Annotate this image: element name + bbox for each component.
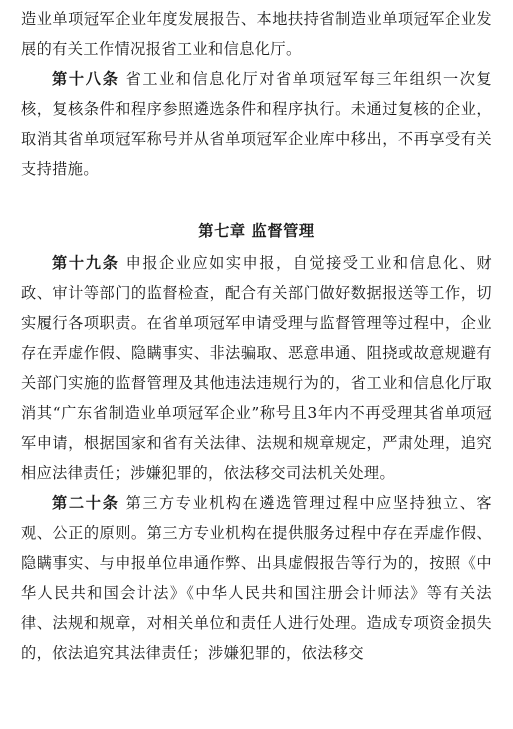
chapter-7-title: 第七章 监督管理 bbox=[198, 222, 315, 240]
article-19-text: 申报企业应如实申报，自觉接受工业和信息化、财政、审计等部门的监督检查，配合有关部门做好数据报送等工作，切实履行各项职责。在省单项冠军申请受理与监督管理等过程中，企业存在弄虚作假、隐瞒事实、非法骗取、恶意串通、阻挠或故意规避有关部门实施的监督管理及其他违法违规行为的，省工业和信息化厅取消其“广东省制造业单项冠军企业”称号且3年内不再受理其省单项冠军申请，根据国家和省有关法律、法规和规章规定，严肃处理，追究相应法律责任；涉嫌犯罪的，依法移交司法机关处理。 bbox=[21, 254, 492, 482]
paragraph-continued: 造业单项冠军企业年度发展报告、本地扶持省制造业单项冠军企业发展的有关工作情况报省工业和信息化厅。 bbox=[21, 10, 492, 58]
article-18 bbox=[21, 64, 492, 184]
article-20 bbox=[21, 488, 492, 668]
article-18-text: 省工业和信息化厅对省单项冠军每三年组织一次复核，复核条件和程序参照遴选条件和程序执行。未通过复核的企业，取消其省单项冠军称号并从省单项冠军企业库中移出，不再享受有关支持措施。 bbox=[21, 70, 492, 178]
article-19-label: 第十九条 bbox=[52, 254, 120, 272]
article-19 bbox=[21, 248, 492, 488]
article-18-label: 第十八条 bbox=[52, 70, 120, 88]
article-20-text: 第三方专业机构在遴选管理过程中应坚持独立、客观、公正的原则。第三方专业机构在提供服务过程中存在弄虚作假、隐瞒事实、与申报单位串通作弊、出具虚假报告等行为的，按照《中华人民共和国会计法》《中华人民共和国注册会计师法》等有关法律、法规和规章，对相关单位和责任人进行处理。造成专项资金损失的，依法追究其法律责任；涉嫌犯罪的，依法移交 bbox=[21, 494, 492, 662]
article-20-label: 第二十条 bbox=[52, 494, 120, 512]
